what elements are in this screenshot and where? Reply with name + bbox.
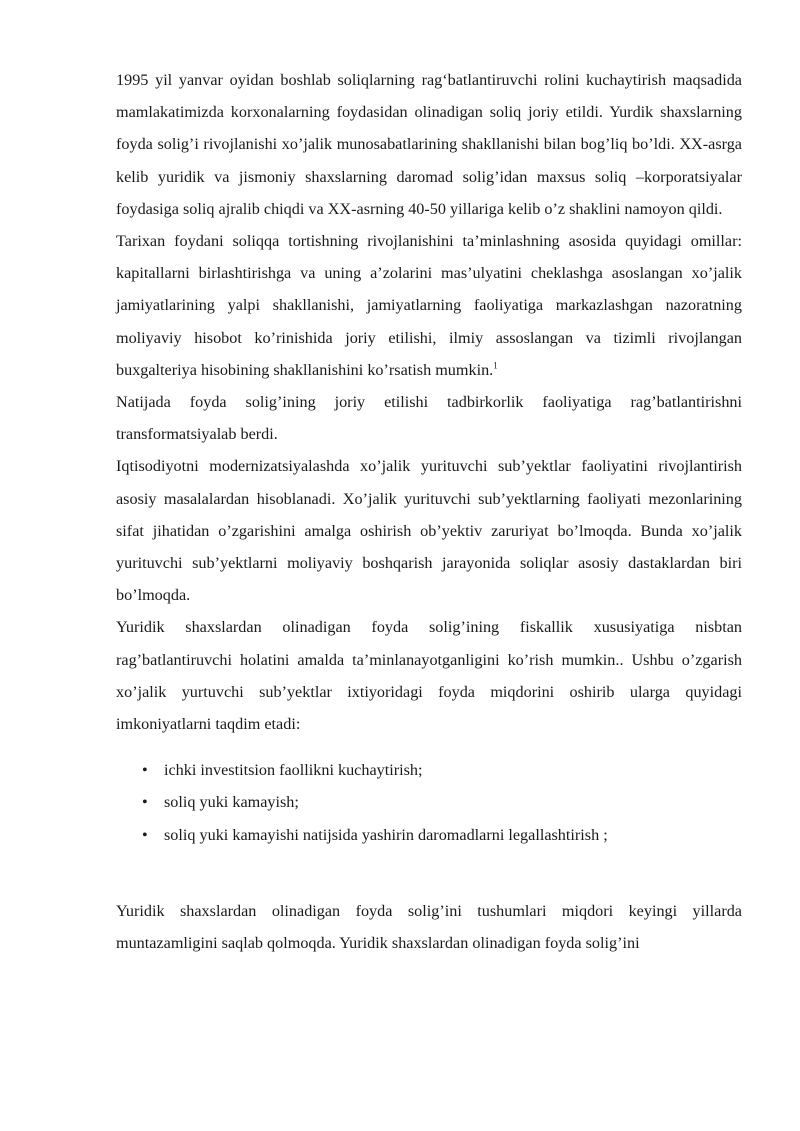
list-item-text: soliq yuki kamayishi natijsida yashirin daromadlarni legallashtirish ; xyxy=(164,825,608,844)
list-item-text: ichki investitsion faollikni kuchaytirish; xyxy=(164,761,423,780)
paragraph-profit-taxation-factors-text: Tarixan foydani soliqqa tortishning rivojlanishini ta’minlashning asosida quyidagi omillar: kapitallarni birlashtirishga va uning a’zolarini mas’ulyatini cheklashga asoslangan xo’jalik jamiyatlarining yalpi shakllanishi, jamiyatlarning faoliyatiga markazlashgan nazoratning moliyaviy hisobot ko’rinishida joriy etilishi, ilmiy assoslangan va tizimli rivojlangan buxgalteriya hisobining shakllanishini ko’rsatish mumkin. xyxy=(116,232,742,379)
section-spacer xyxy=(116,851,742,895)
opportunities-list xyxy=(116,754,742,851)
list-item xyxy=(116,819,742,851)
paragraph-tax-history: 1995 yil yanvar oyidan boshlab soliqlarning rag‘batlantiruvchi rolini kuchaytirish maqsadida mamlakatimizda korxonalarning foydasidan olinadigan soliq joriy etildi. Yurdik shaxslarning foyda solig’i rivojlanishi xo’jalik munosabatlarining shakllanishi bilan bog’liq bo’ldi. XX-asrga kelib yuridik va jismoniy shaxslarning daromad solig’idan maxsus soliq –korporatsiyalar foydasiga soliq ajralib chiqdi va XX-asrning 40-50 yillariga kelib o’z shaklini namoyon qildi. xyxy=(116,71,742,218)
paragraph-revenue-trend: Yuridik shaxslardan olinadigan foyda solig’ini tushumlari miqdori keyingi yillarda muntazamligini saqlab qolmoqda. Yuridik shaxslardan olinadigan foyda solig’ini xyxy=(116,901,742,953)
footnote-reference[interactable]: 1 xyxy=(493,360,498,371)
paragraph-fiscal-incentive: Yuridik shaxslardan olinadigan foyda solig’ining fiskallik xususiyatiga nisbtan rag’batlantiruvchi holatini amalda ta’minlanayotganligini ko’rish mumkin.. Ushbu o’zgarish xo’jalik yurtuvchi sub’yektlar ixtiyoridagi foyda miqdorini oshirib ularga quyidagi imkoniyatlarni taqdim etadi: xyxy=(116,618,742,734)
paragraph-result: Natijada foyda solig’ining joriy etilishi tadbirkorlik faoliyatiga rag’batlantirishni transformatsiyalab berdi. xyxy=(116,393,742,444)
paragraph-modernization: Iqtisodiyotni modernizatsiyalashda xo’jalik yurituvchi sub’yektlar faoliyatini rivojlantirish asosiy masalalardan hisoblanadi. Xo’jalik yurituvchi sub’yektlarning faoliyati mezonlarining sifat jihatidan o’zgarishini amalga oshirish ob’yektiv zaruriyat bo’lmoqda. Bunda xo’jalik yurituvchi sub’yektlarni moliyaviy boshqarish jarayonida soliqlar asosiy dastaklardan biri bo’lmoqda. xyxy=(116,457,742,605)
document-page xyxy=(116,64,742,959)
paragraph-profit-taxation-factors xyxy=(116,225,742,386)
bullet-icon: • xyxy=(142,793,148,812)
list-item xyxy=(116,786,742,818)
list-item-text: soliq yuki kamayish; xyxy=(164,793,299,812)
bullet-icon: • xyxy=(142,825,148,844)
bullet-icon: • xyxy=(142,761,148,780)
list-item xyxy=(116,754,742,786)
